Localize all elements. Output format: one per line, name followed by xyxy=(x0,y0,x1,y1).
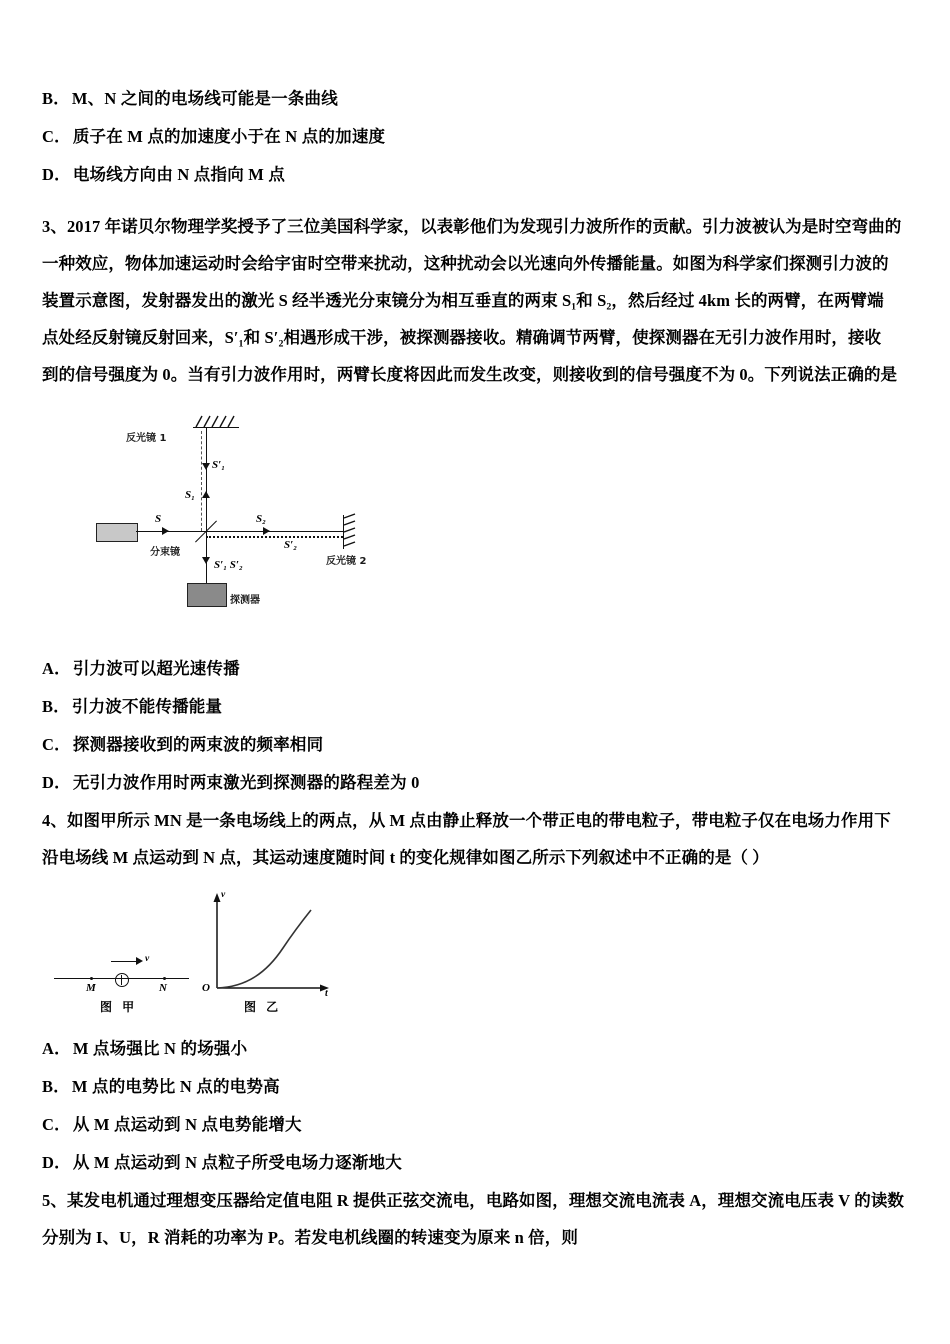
option-label: A． xyxy=(42,659,71,678)
option-row xyxy=(42,118,918,156)
option-label: C． xyxy=(42,735,71,754)
stem-line: 装置示意图，发射器发出的激光 S 经半透光分束镜分为相互垂直的两束 S₁和 S₂，然后经过 4km 长的两臂，在两臂端 xyxy=(42,291,884,310)
option-row xyxy=(42,650,918,688)
beam-s1-arrow-icon xyxy=(202,491,210,498)
vertical-arm-return-beam xyxy=(201,431,202,531)
option-text: 无引力波作用时两束激光到探测器的路程差为 0 xyxy=(72,773,420,792)
stem-line: 4、如图甲所示 MN 是一条电场线上的两点，从 M 点由静止释放一个带正电的带电粒子，带电粒子仅在电场力作用下 xyxy=(42,811,891,830)
option-row xyxy=(42,1106,918,1144)
point-n-label: N xyxy=(159,982,167,994)
velocity-label: v xyxy=(145,954,150,964)
beam-s2-label: S₂ xyxy=(256,513,266,525)
vt-axis-t-label: t xyxy=(325,988,328,999)
laser-source-box xyxy=(96,523,138,542)
option-text: 引力波可以超光速传播 xyxy=(72,659,240,678)
detector-label: 探测器 xyxy=(230,595,260,606)
option-label: D． xyxy=(42,165,71,184)
horizontal-arm-return-beam xyxy=(206,536,343,538)
option-row xyxy=(42,726,918,764)
mirror2-label: 反光镜 2 xyxy=(326,556,367,567)
option-text: M、N 之间的电场线可能是一条曲线 xyxy=(71,89,338,108)
horizontal-arm-beam xyxy=(206,531,343,532)
stem-line: 分别为 I、U，R 消耗的功率为 P。若发电机线圈的转速变为原来 n 倍，则 xyxy=(42,1228,578,1247)
option-text: M 点的电势比 N 点的电势高 xyxy=(71,1077,280,1096)
option-row xyxy=(42,688,918,726)
option-text: 从 M 点运动到 N 点电势能增大 xyxy=(72,1115,302,1134)
option-text: 从 M 点运动到 N 点粒子所受电场力逐渐地大 xyxy=(72,1153,402,1172)
beam-s2-arrow-icon xyxy=(263,527,270,535)
point-m-dot xyxy=(90,977,93,980)
field-line-and-vt-graph xyxy=(50,890,350,1020)
output-beam-arrow-icon xyxy=(202,557,210,564)
beam-s1prime-arrow-icon xyxy=(202,463,210,470)
option-label: D． xyxy=(42,773,71,792)
option-label: C． xyxy=(42,1115,71,1134)
mirror2-hatch-icon xyxy=(343,513,359,553)
beam-both-prime-label: S′₁ S′₂ xyxy=(214,559,243,571)
vt-graph-svg xyxy=(205,892,335,996)
beam-s-label: S xyxy=(155,513,162,525)
velocity-arrow-shaft xyxy=(111,961,137,962)
option-label: D． xyxy=(42,1153,71,1172)
option-text: 质子在 M 点的加速度小于在 N 点的加速度 xyxy=(72,127,386,146)
detector-box xyxy=(187,583,227,607)
figure-yi-caption: 图 乙 xyxy=(244,1000,282,1014)
question-5-stem xyxy=(42,1182,918,1256)
stem-line: 3、2017 年诺贝尔物理学奖授予了三位美国科学家，以表彰他们为发现引力波所作的贡献。引力波被认为是时空弯曲的 xyxy=(42,217,902,236)
stem-line: 点处经反射镜反射回来，S′₁和 S′₂相遇形成干涉，被探测器接收。精确调节两臂，使探测器在无引力波作用时，接收 xyxy=(42,328,882,347)
stem-line: 到的信号强度为 0。当有引力波作用时，两臂长度将因此而发生改变，则接收到的信号强度不为 0。下列说法正确的是 xyxy=(42,365,898,384)
option-row xyxy=(42,1144,918,1182)
option-row xyxy=(42,1030,918,1068)
option-row xyxy=(42,80,918,118)
vertical-arm-beam xyxy=(206,427,207,531)
figure-jia-caption: 图 甲 xyxy=(100,1000,138,1014)
option-row xyxy=(42,1068,918,1106)
option-text: 探测器接收到的两束波的频率相同 xyxy=(72,735,324,754)
option-text: 电场线方向由 N 点指向 M 点 xyxy=(72,165,286,184)
point-m-label: M xyxy=(86,982,96,994)
mirror1-hatch-icon xyxy=(193,414,241,429)
option-label: B． xyxy=(42,89,70,108)
velocity-arrow-head-icon xyxy=(136,957,143,965)
page-content xyxy=(42,80,918,1256)
option-row xyxy=(42,156,918,194)
option-label: A． xyxy=(42,1039,71,1058)
incident-beam-arrow-icon xyxy=(162,527,169,535)
incident-beam xyxy=(136,531,206,532)
beam-s1-label: S₁ xyxy=(185,489,195,501)
option-label: C． xyxy=(42,127,71,146)
vt-axis-v-label: v xyxy=(221,890,226,900)
point-n-dot xyxy=(163,977,166,980)
question-3-stem xyxy=(42,208,918,393)
option-label: B． xyxy=(42,1077,70,1096)
question-4-stem xyxy=(42,802,918,876)
positive-charge-icon xyxy=(115,973,129,987)
stem-line: 一种效应，物体加速运动时会给宇宙时空带来扰动，这种扰动会以光速向外传播能量。如图为科学家们探测引力波的 xyxy=(42,254,889,273)
stem-line: 5、某发电机通过理想变压器给定值电阻 R 提供正弦交流电，电路如图，理想交流电流表 A，理想交流电压表 V 的读数 xyxy=(42,1191,905,1210)
vt-origin-label: O xyxy=(202,982,210,994)
beam-splitter-label: 分束镜 xyxy=(150,547,180,558)
option-row xyxy=(42,764,918,802)
interferometer-diagram xyxy=(88,411,428,636)
beam-s1prime-label: S′₁ xyxy=(212,459,226,471)
option-text: 引力波不能传播能量 xyxy=(71,697,223,716)
mirror1-label: 反光镜 1 xyxy=(126,433,167,444)
stem-line: 沿电场线 M 点运动到 N 点，其运动速度随时间 t 的变化规律如图乙所示下列叙述中不正确的是（ ） xyxy=(42,848,769,867)
option-label: B． xyxy=(42,697,70,716)
option-text: M 点场强比 N 的场强小 xyxy=(72,1039,248,1058)
beam-s2prime-label: S′₂ xyxy=(284,539,298,551)
